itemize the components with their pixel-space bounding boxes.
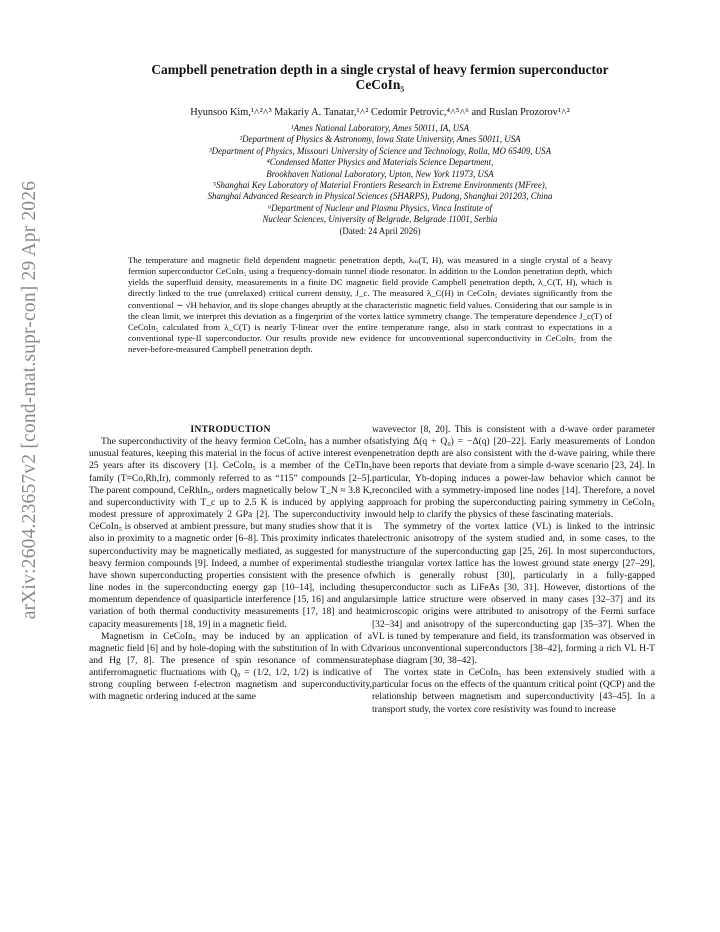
affiliation-line: ⁴Condensed Matter Physics and Materials Science Department, — [266, 157, 494, 168]
body-paragraph: wavevector [8, 20]. This is consistent with a d-wave order parameter satisfying Δ(q + Q₀) = −Δ(q) [20–22]. Early measurements of London penetration depth are also consistent with the d-wave pairing, while there have been reports that deviate from a simple d-wave scenario [23, 24]. In particular, Yb-doping induces a power-law behavior which cannot be reconciled with a symmetry-imposed line nodes [14]. Therefore, a novel approach for probing the superconducting pairing symmetry in CeCoIn₅ would help to clarify the physics of these fascinating materials. — [372, 424, 655, 521]
affiliation-line: ¹Ames National Laboratory, Ames 50011, IA, USA — [290, 123, 470, 133]
affiliation-line: Nuclear Sciences, University of Belgrade, Belgrade 11001, Serbia — [262, 214, 498, 225]
title-line-2: CeCoIn₅ — [355, 77, 405, 92]
body-paragraph: Magnetism in CeCoIn₅ may be induced by an application of a magnetic field [6] and by hole-doping with the substitution of In with Cd and Hg [7, 8]. The presence of spin resonance of commensurate antiferromagnetic fluctuations with Q₀ = (1/2, 1/2, 1/2) is indicative of strong coupling between f-electron magnetism and superconductivity, with magnetic ordering induced at the same — [89, 630, 372, 703]
affiliation-list — [110, 123, 650, 237]
author-list: Hyunsoo Kim,¹˄²˄³ Makariy A. Tanatar,¹˄² Cedomir Petrovic,⁴˄⁵˄⁶ and Ruslan Prozorov¹˄² — [190, 107, 570, 118]
arxiv-id-text: arXiv:2604.23657v2 [cond-mat.supr-con] 29 Apr 2026 — [19, 180, 40, 620]
section-heading: INTRODUCTION — [190, 424, 271, 435]
body-paragraph: The symmetry of the vortex lattice (VL) is linked to the intrinsic electronic anisotropy of the system studied and, in some cases, to the structure of the superconducting gap [25, 26]. In most superconductors, the triangular vortex lattice has the lowest ground state energy [27–29], which is generally robust [30], particularly in a fully-gapped superconductor such as LiFeAs [30, 31]. However, distortions of the simple lattice structure were observed in many cases [32–37] and its microscopic origins were attributed to anisotropy of the Fermi surface [32–34] and anisotropy of the superconducting gap [35–37]. When the VL is tuned by temperature and field, its transformation was observed in various unconventional superconductors [38–42], forming a rich VL H-T phase diagram [30, 38–42]. — [372, 521, 655, 666]
affiliation-line: ⁵Shanghai Key Laboratory of Material Frontiers Research in Extreme Environments (MFree), — [213, 180, 547, 191]
affiliation-line: Shanghai Advanced Research in Physical Sciences (SHARPS), Pudong, Shanghai 201203, China — [207, 191, 553, 202]
left-column — [89, 424, 372, 704]
affiliation-line: Brookhaven National Laboratory, Upton, New York 11973, USA — [266, 168, 494, 179]
abstract: The temperature and magnetic field dependent magnetic penetration depth, λₘ(T, H), was measured in a single crystal of a heavy fermion superconductor CeCoIn₅ using a frequency-domain tunnel diode resonator. In addition to the London penetration depth, which yields the superfluid density, measurements in a finite DC magnetic field provide Campbell penetration depth, λ_C(T, H), which is directly linked to the true (unrelaxed) critical current density, J_c. The measured λ_C(H) in CeCoIn₅ deviates significantly from the conventional ∼ √H behavior, and its slope changes abruptly at the characteristic magnetic field values. Considering that our sample is in the clean limit, we interpret this deviation as a fingerprint of the vortex lattice symmetry change. The temperature dependence J_c(T) of CeCoIn₅ calculated from λ_C(T) is nearly T-linear over the entire temperature range, also in stark contrast to expectations in a conventional type-II superconductor. Our results provide new evidence for unconventional superconductivity in CeCoIn₅ from the never-before-measured Campbell penetration depth. — [128, 255, 612, 355]
title-line-1: Campbell penetration depth in a single crystal of heavy fermion superconductor — [151, 62, 609, 77]
arxiv-identifier-stamp — [8, 90, 52, 710]
paper-title — [80, 62, 680, 92]
affiliation-line: ²Department of Physics & Astronomy, Iowa State University, Ames 50011, USA — [239, 134, 521, 145]
dated-line: (Dated: 24 April 2026) — [339, 225, 421, 236]
body-paragraph: The superconductivity of the heavy fermion CeCoIn₅ has a number of unusual features, keeping this material in the focus of active interest even 25 years after its discovery [1]. CeCoIn₅ is a member of the CeTIn₅ family (T=Co,Rh,Ir), commonly referred to as “115” compounds [2–5]. The parent compound, CeRhIn₅, orders magnetically below T_N ≈ 3.8 K, and superconductivity with T_c up to 2.5 K is induced by applying a modest pressure of approximately 2 GPa [2]. The superconductivity in CeCoIn₅ is observed at ambient pressure, but many studies show that it is also in proximity to a magnetic order [6–8]. This proximity indicates that superconductivity may be magnetically mediated, as suggested for many heavy fermion compounds [9]. Indeed, a number of experimental studies have shown superconducting properties consistent with the presence of line nodes in the superconducting energy gap [10–14], including the momentum dependence of quasiparticle interference [15, 16] and angular variation of both thermal conductivity measurements [17, 18] and heat capacity measurements [18, 19] in a magnetic field. — [89, 436, 372, 630]
affiliation-line: ⁶Department of Nuclear and Plasma Physics, Vinca Institute of — [267, 202, 493, 213]
body-paragraph: The vortex state in CeCoIn₅ has been extensively studied with a particular focus on the effects of the quantum critical point (QCP) and the relationship between magnetism and superconductivity [43–45]. In a transport study, the vortex core resistivity was found to increase — [372, 667, 655, 715]
right-column — [372, 424, 655, 716]
affiliation-line: ³Department of Physics, Missouri University of Science and Technology, Rolla, MO 65409, USA — [209, 145, 551, 156]
